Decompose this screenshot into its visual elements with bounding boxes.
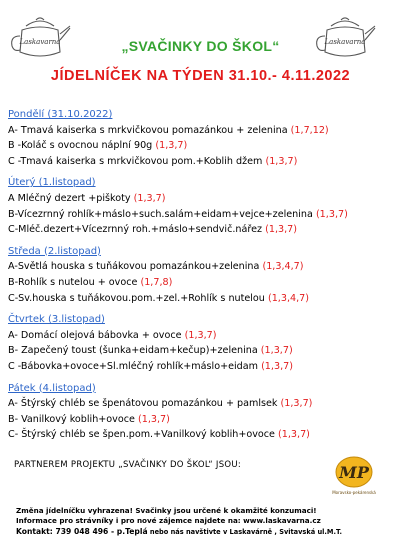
menu-item xyxy=(8,427,400,443)
day-monday xyxy=(8,107,400,169)
mp-partner-logo xyxy=(332,455,376,497)
menu-item xyxy=(8,207,400,223)
allergens: (1,3,7) xyxy=(261,360,293,372)
allergens: (1,3,7) xyxy=(260,345,293,357)
day-title: Pondělí (31.10.2022) xyxy=(8,109,113,120)
allergens: (1,3,7) xyxy=(133,192,166,204)
allergens: (1,7,12) xyxy=(290,124,329,136)
logo-text: Laskavarna xyxy=(324,38,366,46)
footer-info-text: Informace pro strávníky i pro nové zájemce najdete na: xyxy=(16,516,244,525)
mp-logo-caption: Moravsko-pekárenská xyxy=(332,490,376,495)
contact-address: nebo nás navštivte v Laskavárně , Svitavská ul.M.T. xyxy=(147,528,342,536)
partner-label: PARTNEREM PROJEKTU „SVAČINKY DO ŠKOL“ JSOU: xyxy=(14,460,242,470)
menu-item-text: C- Štýrský chléb se špen.pom.+Vanilkový koblih+ovoce xyxy=(8,429,275,441)
allergens: (1,3,7) xyxy=(278,429,310,441)
menu-item-text: A- Štýrský chléb se špenátovou pomazánkou + pamlsek xyxy=(8,398,278,410)
allergens: (1,3,7) xyxy=(280,398,313,410)
allergens: (1,3,4,7) xyxy=(267,292,310,304)
day-tuesday xyxy=(8,175,400,237)
menu-item-text: C -Tmavá kaiserka s mrkvičkovou pom.+Koblih džem xyxy=(8,155,263,167)
allergens: (1,3,7) xyxy=(315,208,348,220)
menu-item xyxy=(8,154,400,170)
menu-item-text: B- Zapečený toust (šunka+eidam+kečup)+zelenina xyxy=(8,345,258,357)
menu-item-text: A-Světlá houska s tuňákovou pomazánkou+zelenina xyxy=(8,261,260,273)
menu-item xyxy=(8,138,400,154)
menu-item xyxy=(8,412,400,428)
menu-item xyxy=(8,222,400,238)
day-title: Úterý (1.listopad) xyxy=(8,177,96,189)
page-title: „SVAČINKY DO ŠKOL“ xyxy=(121,38,280,54)
footer-contact xyxy=(16,527,342,536)
footer-notice: Změna jídelníčku vyhrazena! Svačinky jsou určené k okamžité konzumaci! xyxy=(16,506,317,515)
day-friday xyxy=(8,381,400,443)
allergens: (1,3,7) xyxy=(155,140,188,152)
contact-phone: Kontakt: 739 048 496 - p.Teplá xyxy=(16,527,148,536)
day-wednesday xyxy=(8,244,400,306)
allergens: (1,7,8) xyxy=(140,276,173,288)
mp-logo-letters: MP xyxy=(339,463,369,482)
menu-item-text: C-Sv.houska s tuňákovou.pom.+zel.+Rohlík s nutelou xyxy=(8,292,265,304)
footer-info xyxy=(16,516,321,525)
weekly-menu xyxy=(8,107,400,449)
day-thursday xyxy=(8,312,400,374)
day-title: Středa (2.listopad) xyxy=(8,245,101,257)
menu-item-text: B- Vanilkový koblih+ovoce xyxy=(8,413,135,425)
menu-item-text: B-Rohlík s nutelou + ovoce xyxy=(8,276,138,288)
menu-item xyxy=(8,343,400,359)
allergens: (1,3,7) xyxy=(265,155,298,167)
menu-item-text: A- Domácí olejová bábovka + ovoce xyxy=(8,329,182,341)
menu-item-text: B -Koláč s ovocnou náplní 90g xyxy=(8,140,153,152)
menu-item xyxy=(8,275,400,291)
menu-item-text: C -Bábovka+ovoce+Sl.mléčný rohlík+máslo+eidam xyxy=(8,360,258,372)
menu-week-heading: JÍDELNÍČEK NA TÝDEN 31.10.- 4.11.2022 xyxy=(50,68,351,84)
day-title: Čtvrtek (3.listopad) xyxy=(8,314,105,326)
menu-item-text: A Mléčný dezert +piškoty xyxy=(8,192,131,204)
day-title: Pátek (4.listopad) xyxy=(8,382,96,394)
website-link[interactable]: www.laskavarna.cz xyxy=(243,516,321,525)
menu-item-text: C-Mléč.dezert+Vícezrnný roh.+máslo+sendvič.nářez xyxy=(8,224,263,236)
menu-item xyxy=(8,123,400,139)
menu-item-text: A- Tmavá kaiserka s mrkvičkovou pomazánkou + zelenina xyxy=(8,124,288,136)
menu-item xyxy=(8,259,400,275)
menu-item xyxy=(8,359,400,375)
menu-item-text: B-Vícezrnný rohlík+máslo+such.salám+eidam+vejce+zelenina xyxy=(8,208,313,220)
menu-item xyxy=(8,328,400,344)
menu-item xyxy=(8,396,400,412)
allergens: (1,3,7) xyxy=(184,329,217,341)
logo-text: Laskavarna xyxy=(19,38,61,46)
allergens: (1,3,4,7) xyxy=(262,261,304,273)
allergens: (1,3,7) xyxy=(265,224,298,236)
menu-item xyxy=(8,191,400,207)
menu-item xyxy=(8,291,400,307)
allergens: (1,3,7) xyxy=(137,413,170,425)
